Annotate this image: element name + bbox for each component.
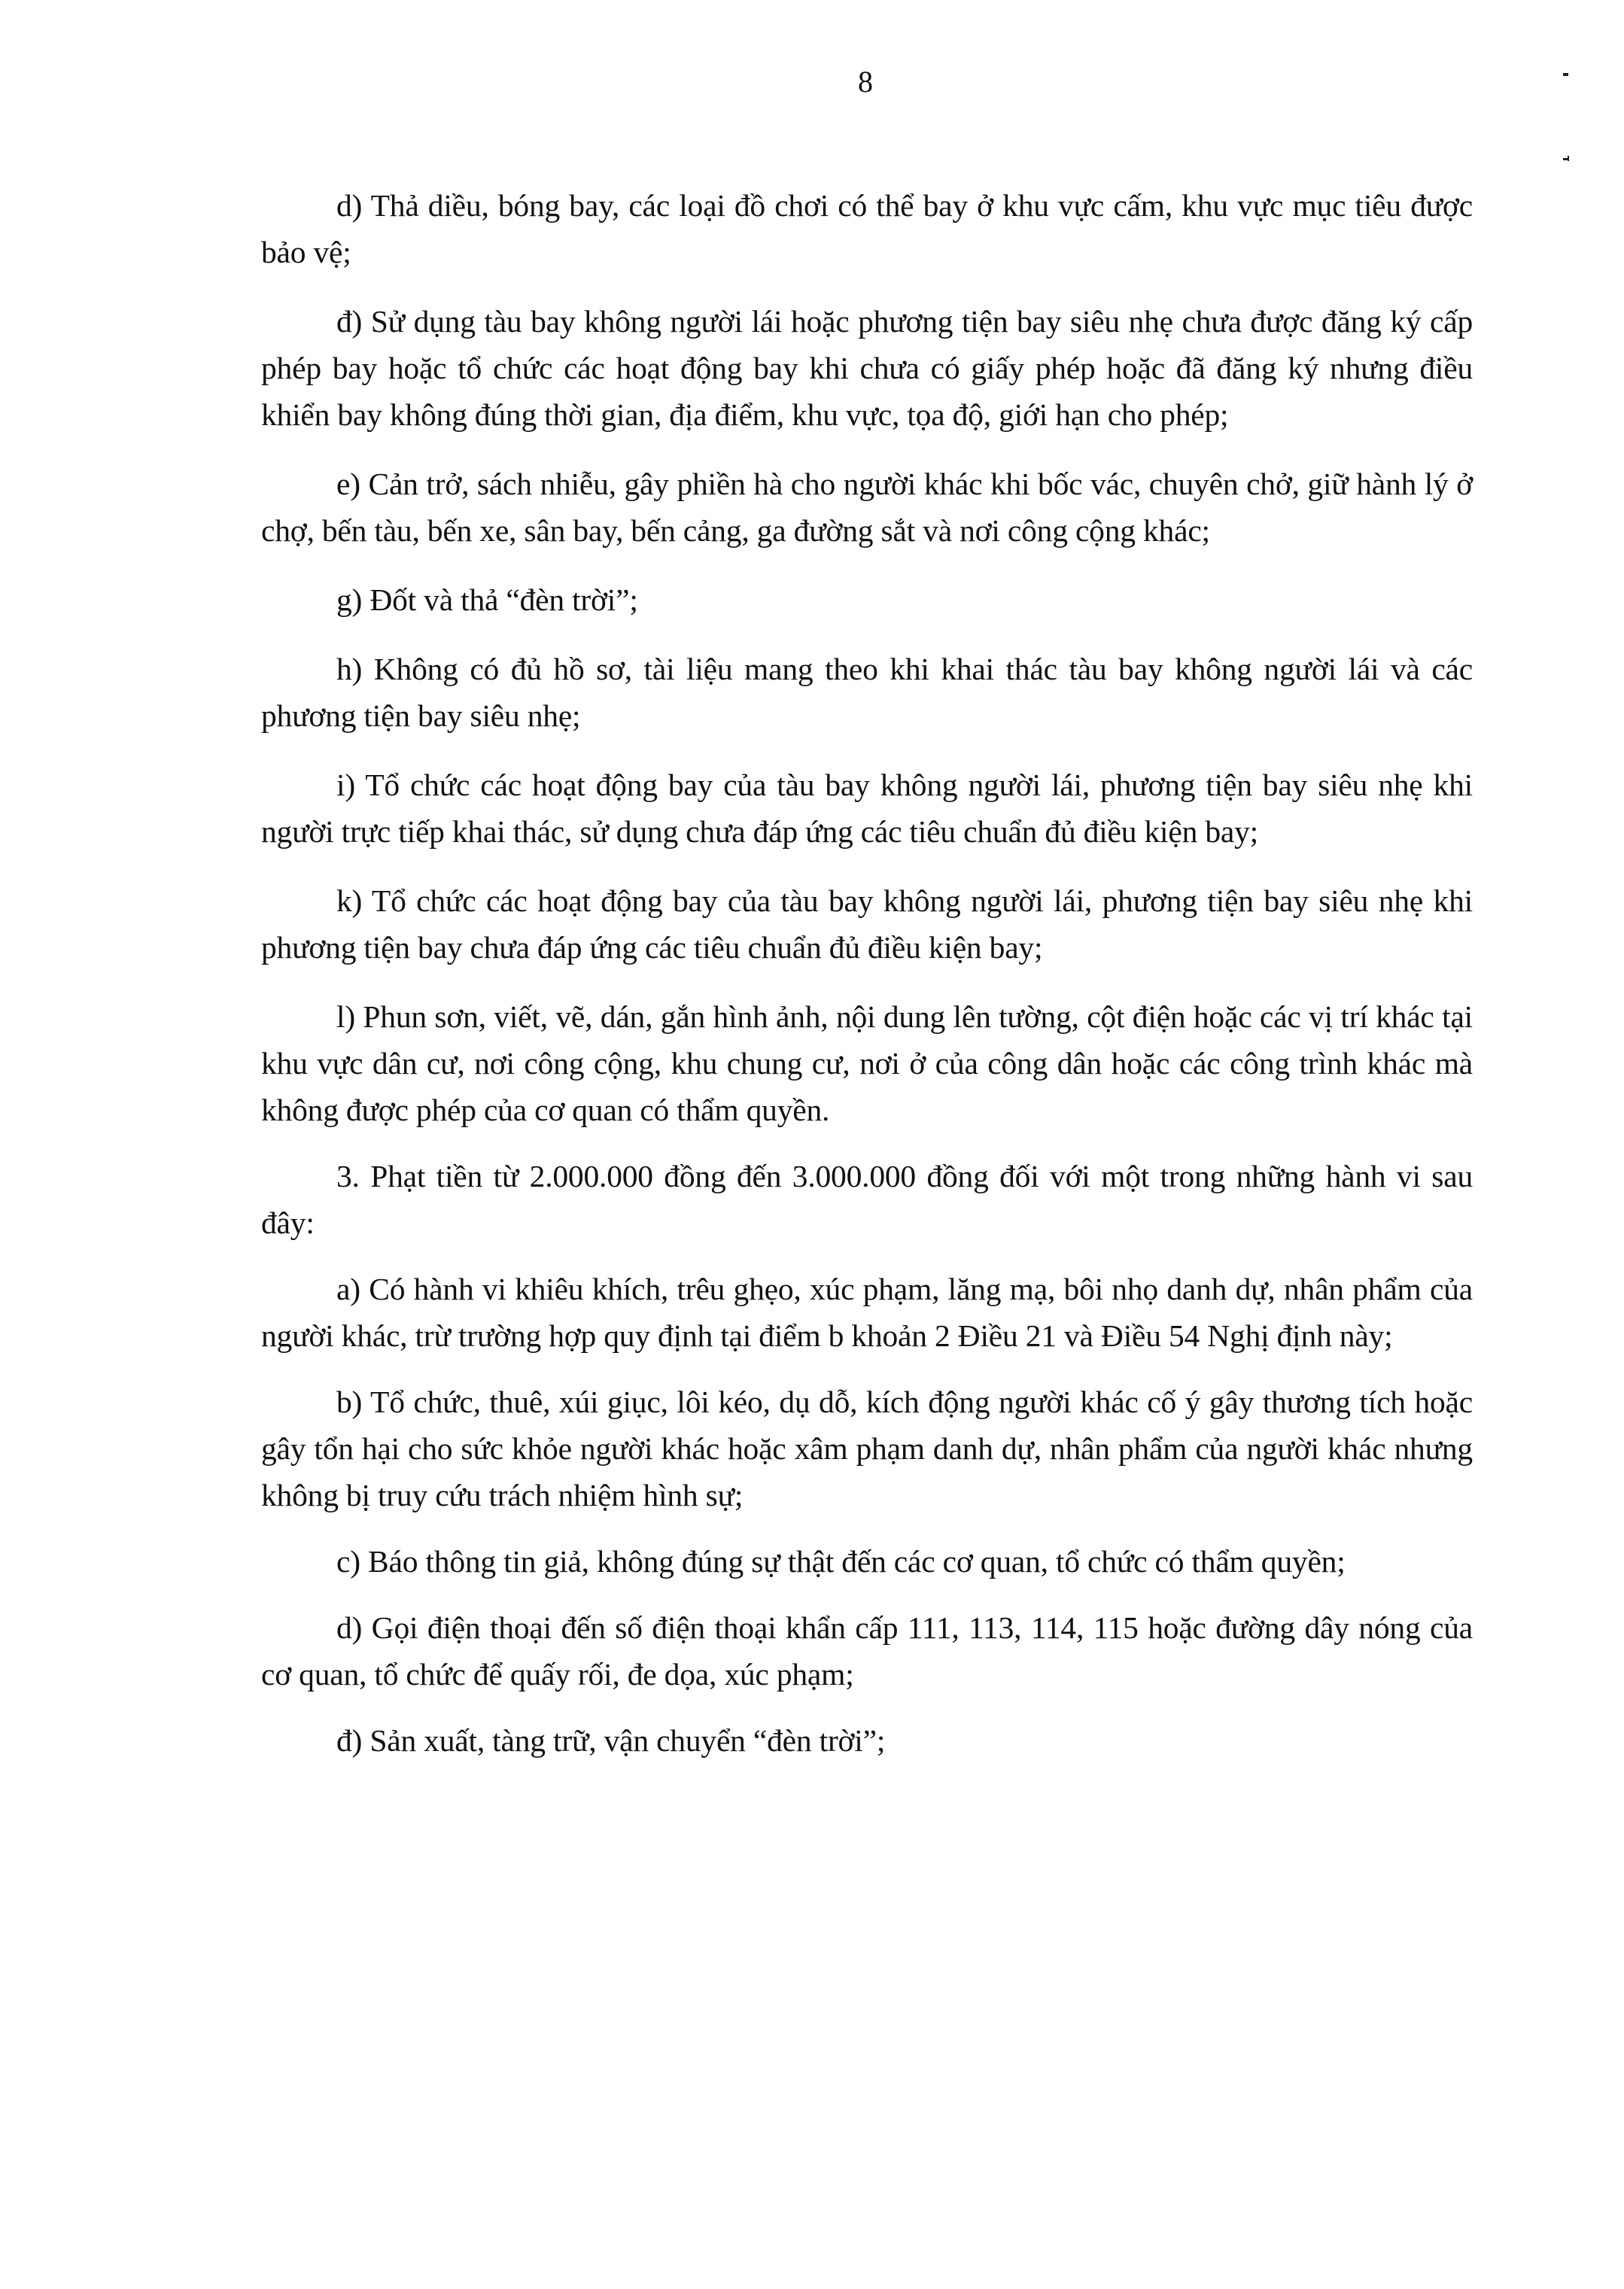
page-number: 8 xyxy=(858,65,873,99)
paragraph-h: h) Không có đủ hồ sơ, tài liệu mang theo khi khai thác tàu bay không người lái và các phương tiện bay siêu nhẹ; xyxy=(261,652,1473,733)
paragraph-3d: d) Gọi điện thoại đến số điện thoại khẩn cấp 111, 113, 114, 115 hoặc đường dây nóng của cơ quan, tổ chức để quấy rối, đe dọa, xúc phạm; xyxy=(261,1610,1473,1692)
clause-3-heading: 3. Phạt tiền từ 2.000.000 đồng đến 3.000.000 đồng đối với một trong những hành vi sau đây: xyxy=(261,1159,1473,1240)
paragraph-g: g) Đốt và thả “đèn trời”; xyxy=(336,582,638,617)
paragraph-3b: b) Tổ chức, thuê, xúi giục, lôi kéo, dụ dỗ, kích động người khác cố ý gây thương tích hoặc gây tổn hại cho sức khỏe người khác hoặc xâm phạm danh dự, nhân phẩm của người khác nhưng không bị truy cứu trách nhiệm hình sự; xyxy=(261,1385,1473,1512)
paragraph-d: d) Thả diều, bóng bay, các loại đồ chơi có thể bay ở khu vực cấm, khu vực mục tiêu được bảo vệ; xyxy=(261,188,1473,269)
scan-artifact xyxy=(1568,156,1569,161)
paragraph-k: k) Tổ chức các hoạt động bay của tàu bay không người lái, phương tiện bay siêu nhẹ khi phương tiện bay chưa đáp ứng các tiêu chuẩn đủ điều kiện bay; xyxy=(261,883,1473,965)
paragraph-i: i) Tổ chức các hoạt động bay của tàu bay không người lái, phương tiện bay siêu nhẹ khi người trực tiếp khai thác, sử dụng chưa đáp ứng các tiêu chuẩn đủ điều kiện bay; xyxy=(261,768,1473,849)
paragraph-3dd: đ) Sản xuất, tàng trữ, vận chuyển “đèn trời”; xyxy=(336,1723,886,1758)
paragraph-dd: đ) Sử dụng tàu bay không người lái hoặc phương tiện bay siêu nhẹ chưa được đăng ký cấp phép bay hoặc tổ chức các hoạt động bay khi chưa có giấy phép hoặc đã đăng ký nhưng điều khiển bay không đúng thời gian, địa điểm, khu vực, tọa độ, giới hạn cho phép; xyxy=(261,304,1473,432)
paragraph-3a: a) Có hành vi khiêu khích, trêu ghẹo, xúc phạm, lăng mạ, bôi nhọ danh dự, nhân phẩm của người khác, trừ trường hợp quy định tại điểm b khoản 2 Điều 21 và Điều 54 Nghị định này; xyxy=(261,1272,1473,1353)
document-body xyxy=(261,182,1473,1764)
scan-artifact xyxy=(1563,73,1568,76)
paragraph-e: e) Cản trở, sách nhiễu, gây phiền hà cho người khác khi bốc vác, chuyên chở, giữ hành lý ở chợ, bến tàu, bến xe, sân bay, bến cảng, ga đường sắt và nơi công cộng khác; xyxy=(261,467,1473,548)
paragraph-3c: c) Báo thông tin giả, không đúng sự thật đến các cơ quan, tổ chức có thẩm quyền; xyxy=(336,1544,1346,1579)
paragraph-l: l) Phun sơn, viết, vẽ, dán, gắn hình ảnh, nội dung lên tường, cột điện hoặc các vị trí khác tại khu vực dân cư, nơi công cộng, khu chung cư, nơi ở của công dân hoặc các công trình khác mà không được phép của cơ quan có thẩm quyền. xyxy=(261,999,1473,1127)
